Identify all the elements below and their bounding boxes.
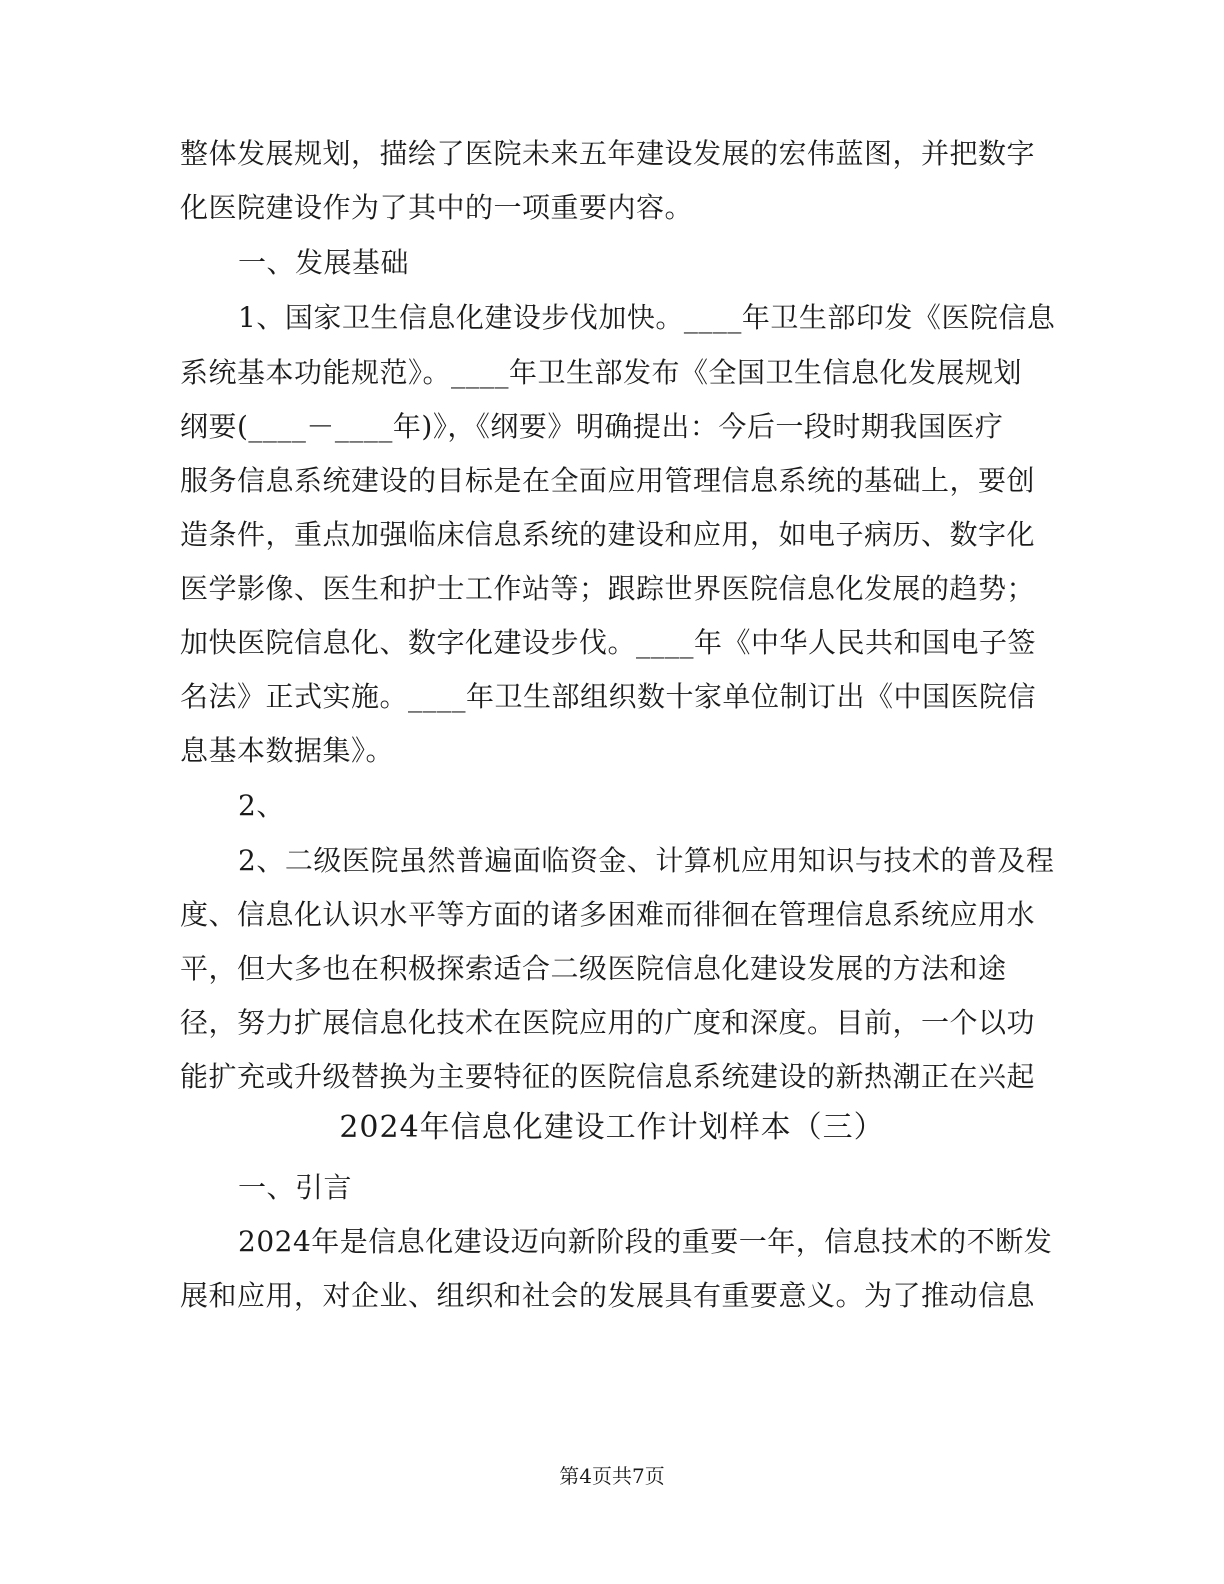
- paragraph-line: 平，但大多也在积极探索适合二级医院信息化建设发展的方法和途: [180, 952, 1007, 985]
- paragraph-line: 名法》正式实施。____年卫生部组织数十家单位制订出《中国医院信: [180, 680, 1037, 713]
- paragraph-line: 2、二级医院虽然普遍面临资金、计算机应用知识与技术的普及程: [238, 844, 1055, 877]
- paragraph-line: 造条件，重点加强临床信息系统的建设和应用，如电子病历、数字化: [180, 518, 1036, 551]
- paragraph-line: 系统基本功能规范》。____年卫生部发布《全国卫生信息化发展规划: [180, 356, 1023, 389]
- paragraph-line: 2024年是信息化建设迈向新阶段的重要一年，信息技术的不断发: [238, 1225, 1053, 1258]
- paragraph-line: 能扩充或升级替换为主要特征的医院信息系统建设的新热潮正在兴起: [180, 1060, 1036, 1093]
- paragraph-line: 度、信息化认识水平等方面的诸多困难而徘徊在管理信息系统应用水: [180, 898, 1036, 931]
- paragraph-line: 医学影像、医生和护士工作站等；跟踪世界医院信息化发展的趋势；: [180, 572, 1036, 605]
- paragraph-line: 纲要(____－____年)》，《纲要》明确提出：今后一段时期我国医疗: [180, 410, 1004, 443]
- paragraph-line: 息基本数据集》。: [180, 734, 395, 767]
- paragraph-line: 径，努力扩展信息化技术在医院应用的广度和深度。目前，一个以功: [180, 1006, 1036, 1039]
- paragraph-line: 化医院建设作为了其中的一项重要内容。: [180, 191, 694, 224]
- list-number: 2、: [238, 789, 285, 822]
- page-number: 第4页共7页: [559, 1464, 665, 1488]
- paragraph-line: 加快医院信息化、数字化建设步伐。____年《中华人民共和国电子签: [180, 626, 1037, 659]
- section-title: 2024年信息化建设工作计划样本（三）: [339, 1110, 885, 1145]
- paragraph-line: 展和应用，对企业、组织和社会的发展具有重要意义。为了推动信息: [180, 1279, 1036, 1312]
- section-heading: 一、发展基础: [238, 246, 410, 279]
- paragraph-line: 1、国家卫生信息化建设步伐加快。____年卫生部印发《医院信息: [238, 301, 1056, 334]
- paragraph-line: 整体发展规划，描绘了医院未来五年建设发展的宏伟蓝图，并把数字: [180, 137, 1036, 170]
- paragraph-line: 服务信息系统建设的目标是在全面应用管理信息系统的基础上，要创: [180, 464, 1036, 497]
- section-heading: 一、引言: [238, 1171, 353, 1204]
